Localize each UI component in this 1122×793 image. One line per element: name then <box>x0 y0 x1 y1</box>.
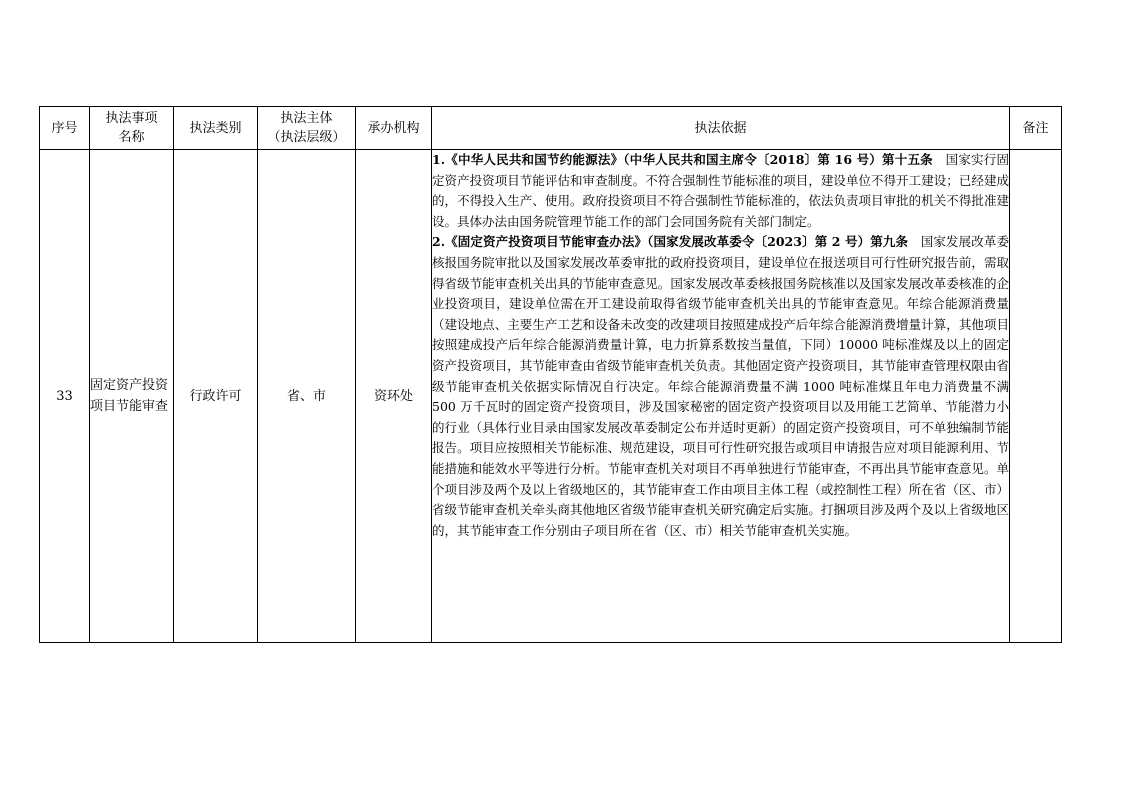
header-item-name-line2: 名称 <box>118 130 145 145</box>
basis-clause-2 <box>432 232 1009 541</box>
cell-basis <box>432 150 1010 643</box>
cell-office: 资环处 <box>356 150 432 643</box>
basis-clause-1-title: 1.《中华人民共和国节约能源法》（中华人民共和国主席令〔2018〕第 16 号）第十五条 <box>432 152 933 167</box>
header-category: 执法类别 <box>174 107 258 150</box>
header-subject-line2: （执法层级） <box>267 130 346 145</box>
header-seq: 序号 <box>40 107 90 150</box>
header-subject <box>258 107 356 150</box>
cell-subject: 省、市 <box>258 150 356 643</box>
header-item-name <box>90 107 174 150</box>
basis-clause-2-body: 国家发展改革委核报国务院审批以及国家发展改革委审批的政府投资项目，建设单位在报送项目可行性研究报告前，需取得省级节能审查机关出具的节能审查意见。国家发展改革委核报国务院核准以及国家发展改革委核准的企业投资项目，建设单位需在开工建设前取得省级节能审查机关出具的节能审查意见。年综合能源消费量（建设地点、主要生产工艺和设备未改变的改建项目按照建成投产后年综合能源消费增量计算，其他项目按照建成投产后年综合能源消费量计算，电力折算系数按当量值，下同）10000 吨标准煤及以上的固定资产投资项目，其节能审查由省级节能审查机关负责。其他固定资产投资项目，其节能审查管理权限由省级节能审查机关依据实际情况自行决定。年综合能源消费量不满 1000 吨标准煤且年电力消费量不满 500 万千瓦时的固定资产投资项目，涉及国家秘密的固定资产投资项目以及用能工艺简单、节能潜力小的行业（具体行业目录由国家发展改革委制定公布并适时更新）的固定资产投资项目，可不单独编制节能报告。项目应按照相关节能标准、规范建设，项目可行性研究报告或项目申请报告应对项目能源利用、节能措施和能效水平等进行分析。节能审查机关对项目不再单独进行节能审查，不再出具节能审查意见。单个项目涉及两个及以上省级地区的，其节能审查工作由项目主体工程（或控制性工程）所在省（区、市）省级节能审查机关牵头商其他地区省级节能审查机关研究确定后实施。打捆项目涉及两个及以上省级地区的，其节能审查工作分别由子项目所在省（区、市）相关节能审查机关实施。 <box>432 234 1009 538</box>
basis-clause-1-body: 国家实行固定资产投资项目节能评估和审查制度。不符合强制性节能标准的项目，建设单位不得开工建设；已经建成的，不得投入生产、使用。政府投资项目不符合强制性节能标准的，依法负责项目审批的机关不得批准建设。具体办法由国务院管理节能工作的部门会同国务院有关部门制定。 <box>432 152 1009 229</box>
header-office: 承办机构 <box>356 107 432 150</box>
header-subject-line1: 执法主体 <box>280 111 333 126</box>
cell-category: 行政许可 <box>174 150 258 643</box>
cell-remarks <box>1010 150 1062 643</box>
cell-item-name: 固定资产投资项目节能审查 <box>90 150 174 643</box>
header-row <box>40 107 1062 150</box>
table-row <box>40 150 1062 643</box>
enforcement-table <box>39 106 1062 643</box>
basis-clause-2-title: 2.《固定资产投资项目节能审查办法》（国家发展改革委令〔2023〕第 2 号）第九条 <box>432 234 909 250</box>
basis-clause-1 <box>432 150 1009 232</box>
header-basis: 执法依据 <box>432 107 1010 150</box>
cell-seq: 33 <box>40 150 90 643</box>
header-remarks: 备注 <box>1010 107 1062 150</box>
header-item-name-line1: 执法事项 <box>105 111 158 126</box>
